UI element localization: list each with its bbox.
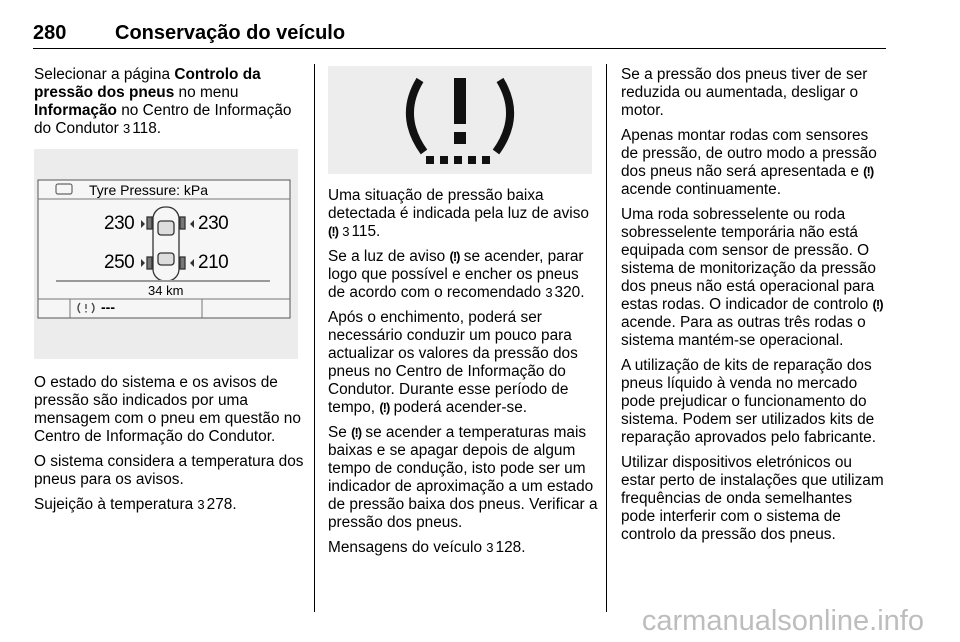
menu-name: Informação: [34, 102, 117, 119]
rear-right-pressure: 210: [198, 252, 229, 273]
reference-arrow-icon: 3: [486, 540, 494, 555]
tyre-pressure-figure: [34, 149, 298, 359]
column-divider-1: [314, 64, 315, 612]
paragraph: Se a pressão dos pneus tiver de ser reduzida ou aumentada, desligar o motor.: [621, 66, 868, 119]
menu-page-name: Controlo da pressão dos pneus: [34, 66, 261, 101]
tpms-warning-icon: (!): [863, 164, 874, 179]
front-right-pressure: 230: [198, 213, 229, 234]
tpms-warning-icon: (!): [872, 297, 883, 312]
rear-left-pressure: 250: [104, 252, 135, 273]
display-title: Tyre Pressure: kPa: [89, 182, 209, 198]
reference-arrow-icon: 3: [197, 497, 205, 512]
paragraph: Uma situação de pressão baixa detectada é indicada pela luz de aviso (!) 3 115.: [328, 187, 589, 240]
paragraph: A utilização de kits de reparação dos pneus líquido à venda no mercado pode prejudicar o funcionamento do sistema. Podem ser utilizados kits de reparação aprovados pelo fabricante.: [621, 357, 876, 446]
paragraph: Mensagens do veículo 3 128.: [328, 539, 526, 556]
paragraph: Selecionar a página Controlo da pressão dos pneus no menu Informação no Centro de Informação do Condutor 3 118.: [34, 66, 292, 137]
watermark: carmanualsonline.info: [641, 605, 924, 637]
paragraph: Se a luz de aviso (!) se acender, parar logo que possível e encher os pneus de acordo com o recomendado 3 320.: [328, 248, 585, 301]
page-reference[interactable]: 128.: [495, 539, 526, 556]
paragraph: Se (!) se acender a temperaturas mais baixas e se apagar depois de algum tempo de condução, isto pode ser um indicador de aproximação a um estado de pressão baixa dos pneus. Verificar a pressão dos pneus.: [328, 424, 598, 531]
page-reference[interactable]: 278.: [206, 496, 237, 513]
page-number: 280: [33, 22, 67, 44]
tpms-warning-icon: (!): [379, 400, 390, 415]
reference-arrow-icon: 3: [342, 224, 350, 239]
status-readout: ---: [101, 299, 115, 315]
paragraph: Apenas montar rodas com sensores de pressão, de outro modo a pressão dos pneus não será apresentada e (!) acende continuamente.: [621, 127, 877, 198]
tpms-warning-icon: (!): [449, 249, 460, 264]
paragraph: Após o enchimento, poderá ser necessário conduzir um pouco para actualizar os valores da pressão dos pneus no Centro de Informação do Condutor. Durante esse período de tempo, (!) poderá acender-se.: [328, 309, 578, 416]
page-title: Conservação do veículo: [115, 22, 346, 44]
column-3: [621, 66, 889, 551]
header-rule: [33, 48, 886, 49]
reference-arrow-icon: 3: [545, 285, 553, 300]
tpms-warning-figure: [328, 66, 592, 174]
distance-readout: 34 km: [148, 283, 184, 298]
reference-arrow-icon: 3: [123, 121, 131, 136]
tpms-warning-icon: (!): [328, 224, 338, 239]
tyre-pressure-screen: [34, 149, 298, 359]
column-2: [328, 187, 600, 564]
tpms-warning-icon: (!): [351, 425, 362, 440]
column-1-lower: [34, 374, 306, 521]
paragraph: Uma roda sobresselente ou roda sobresselente temporária não está equipada com sensor de pressão. O sistema de monitorização da pressão dos pneus não está operacional para estas rodas. O indicador de controlo (!) acende. Para as outras três rodas o sistema mantém-se operacional.: [621, 206, 883, 349]
page-reference[interactable]: 115.: [351, 223, 381, 240]
paragraph: O sistema considera a temperatura dos pneus para os avisos.: [34, 453, 304, 488]
page-reference[interactable]: 118.: [132, 120, 162, 137]
paragraph: Utilizar dispositivos eletrónicos ou estar perto de instalações que utilizam frequências de onda semelhantes pode interferir com o sistema de controlo da pressão dos pneus.: [621, 454, 884, 543]
page-reference[interactable]: 320.: [554, 284, 585, 301]
tpms-warning-icon: [328, 66, 592, 174]
paragraph: Sujeição à temperatura 3 278.: [34, 496, 237, 513]
front-left-pressure: 230: [104, 213, 135, 234]
column-divider-2: [606, 64, 607, 612]
column-1: [34, 66, 306, 145]
paragraph: O estado do sistema e os avisos de pressão são indicados por uma mensagem com o pneu em questão no Centro de Informação do Condutor.: [34, 374, 301, 445]
